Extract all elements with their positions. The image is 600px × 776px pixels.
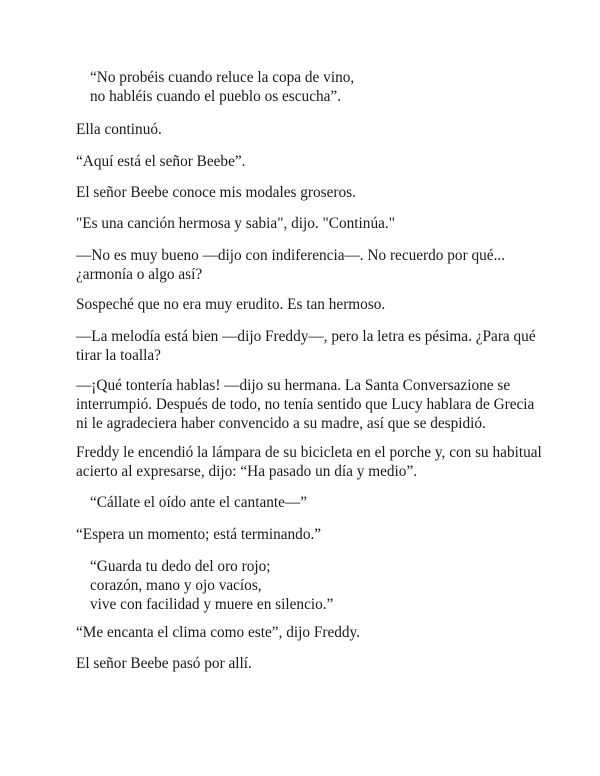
text-line: Freddy le encendió la lámpara de su bicicleta en el porche y, con su habitual xyxy=(76,444,542,461)
paragraph xyxy=(76,152,245,171)
poem-line: “Cállate el oído ante el cantante—” xyxy=(90,494,308,511)
text-line: —¡Qué tontería hablas! —dijo su hermana. La Santa Conversazione se xyxy=(76,377,511,394)
poem-stanza xyxy=(76,557,333,614)
poem-line: “Guarda tu dedo del oro rojo; xyxy=(90,558,271,575)
text-line: El señor Beebe pasó por allí. xyxy=(76,655,252,672)
paragraph xyxy=(76,376,534,433)
text-line: “Espera un momento; está terminando.” xyxy=(76,526,322,543)
paragraph xyxy=(76,443,542,481)
text-line: "Es una canción hermosa y sabia", dijo. "Continúa." xyxy=(76,215,395,232)
text-line: —La melodía está bien —dijo Freddy—, pero la letra es pésima. ¿Para qué xyxy=(76,328,536,345)
paragraph xyxy=(76,623,360,642)
paragraph xyxy=(76,327,536,365)
paragraph xyxy=(76,654,252,673)
paragraph xyxy=(76,214,395,233)
text-line: tirar la toalla? xyxy=(76,347,161,364)
text-line: El señor Beebe conoce mis modales groseros. xyxy=(76,184,356,201)
poem-stanza xyxy=(76,493,307,512)
text-line: interrumpió. Después de todo, no tenía sentido que Lucy hablara de Grecia xyxy=(76,396,535,413)
poem-stanza xyxy=(76,68,354,106)
poem-line: corazón, mano y ojo vacíos, xyxy=(90,577,262,594)
text-line: —No es muy bueno —dijo con indiferencia—. No recuerdo por qué... xyxy=(76,247,506,264)
text-line: Sospeché que no era muy erudito. Es tan hermoso. xyxy=(76,296,386,313)
text-line: “Me encanta el clima como este”, dijo Freddy. xyxy=(76,624,361,641)
text-line: acierto al expresarse, dijo: “Ha pasado un día y medio”. xyxy=(76,463,418,480)
text-line: ¿armonía o algo así? xyxy=(76,266,203,283)
poem-line: “No probéis cuando reluce la copa de vino, xyxy=(90,69,355,86)
poem-line: no habléis cuando el pueblo os escucha”. xyxy=(90,88,342,105)
paragraph xyxy=(76,183,356,202)
paragraph xyxy=(76,525,321,544)
text-line: “Aquí está el señor Beebe”. xyxy=(76,153,246,170)
paragraph xyxy=(76,295,385,314)
text-line: Ella continuó. xyxy=(76,121,162,138)
paragraph xyxy=(76,246,505,284)
poem-line: vive con facilidad y muere en silencio.” xyxy=(90,596,334,613)
paragraph xyxy=(76,120,162,139)
text-line: ni le agradeciera haber convencido a su madre, así que se despidió. xyxy=(76,415,486,432)
